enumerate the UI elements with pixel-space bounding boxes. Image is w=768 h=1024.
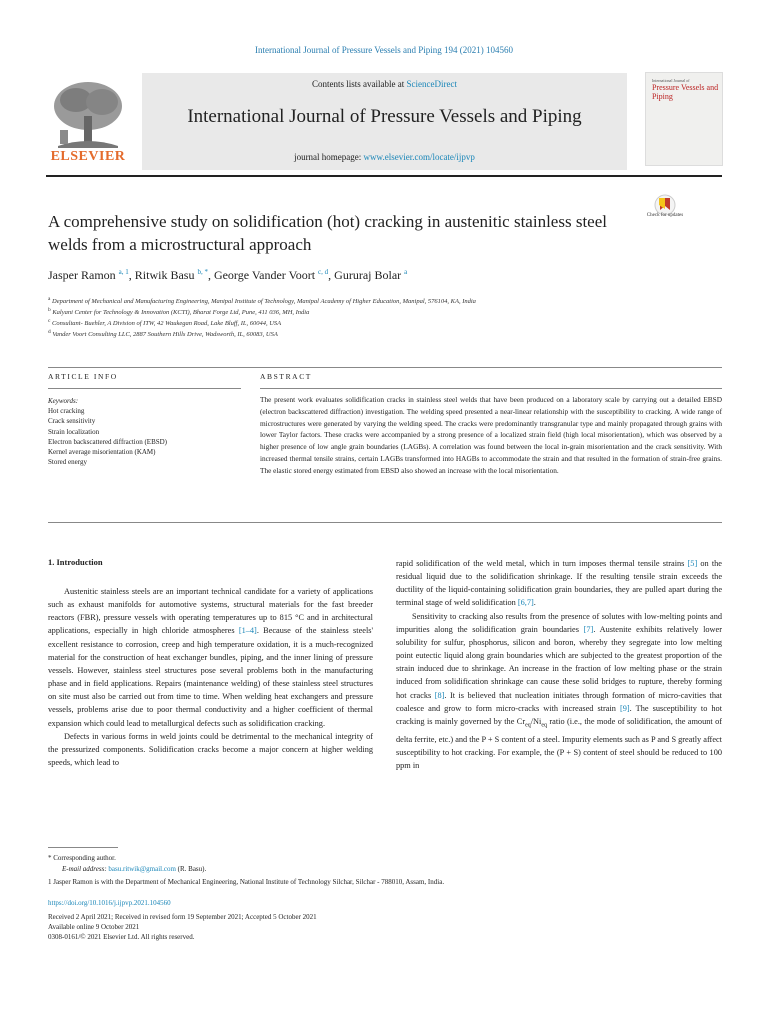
affiliation-b: $^b$ Kalyani Center for Technology & Innovation (KCTI), Bharat Forge Ltd, Pune, 411 036, MH, India xyxy=(48,307,310,317)
cover-title: Pressure Vessels and Piping xyxy=(652,83,719,101)
keyword-item: Hot cracking xyxy=(48,407,85,416)
contents-prefix: Contents lists available at xyxy=(312,79,407,89)
abstract-bottom-rule xyxy=(48,522,722,523)
paragraph: rapid solidification of the weld metal, which in turn imposes thermal tensile strains [5] on the residual liquid due to the solidification shrinkage. If the resulting tensile strain exceeds the ductility of the liquid-containing solidification grain boundaries, they are pulled apart during the terminal stage of weld solidification [6,7]. xyxy=(396,559,722,608)
journal-cover-thumbnail[interactable] xyxy=(645,72,723,166)
received-dates: Received 2 April 2021; Received in revised form 19 September 2021; Accepted 5 October 2021 xyxy=(48,913,317,921)
author-affiliation-sup[interactable]: a, 1 xyxy=(118,268,129,276)
author-name[interactable]: Ritwik Basu xyxy=(134,268,195,282)
doi-link[interactable]: https://doi.org/10.1016/j.ijpvp.2021.104560 xyxy=(48,899,171,907)
citation-link[interactable]: [5] xyxy=(687,559,698,568)
article-title: A comprehensive study on solidification (hot) cracking in austenitic stainless steel welds from a microstructural approach xyxy=(48,212,607,254)
citation-link[interactable]: [9] xyxy=(619,703,630,713)
journal-name: International Journal of Pressure Vessels and Piping xyxy=(187,106,582,127)
keywords-label: Keywords: xyxy=(48,397,79,405)
affiliation-c: $^c$ Consultant- Buehler, A Division of ITW, 42 Waukegan Road, Lake Bluff, IL, 60044, USA xyxy=(48,318,282,328)
elsevier-logo-text: ELSEVIER xyxy=(50,149,126,164)
homepage-link[interactable]: www.elsevier.com/locate/ijpvp xyxy=(363,152,475,162)
homepage-prefix: journal homepage: xyxy=(294,152,364,162)
author-affiliation-sup[interactable]: a xyxy=(404,268,408,276)
keyword-item: Crack sensitivity xyxy=(48,417,96,426)
footnote-rule xyxy=(48,847,118,848)
author-name[interactable]: George Vander Voort xyxy=(213,268,316,282)
email-note: E-mail address: basu.ritwik@gmail.com (R. Basu). xyxy=(62,865,207,873)
author-list: Jasper Ramon $^{a, 1}$, Ritwik Basu $^{b, *}$, George Vander Voort $^{c, d}$, Gururaj Bolar $^a$ xyxy=(48,268,408,282)
citation-link[interactable]: [1–4] xyxy=(238,626,257,636)
abstract-heading: ABSTRACT xyxy=(260,372,312,381)
affiliation-a: $^a$ Department of Mechanical and Manufacturing Engineering, Manipal Institute of Technology, Manipal Academy of Higher Education, Manipal, 576104, KA, India xyxy=(48,296,476,306)
keywords-list xyxy=(48,396,241,467)
copyright-line: 0308-0161/© 2021 Elsevier Ltd. All rights reserved. xyxy=(48,933,195,941)
corresponding-author-note: * Corresponding author. xyxy=(48,854,116,862)
section-rule xyxy=(48,367,722,368)
sciencedirect-link[interactable]: ScienceDirect xyxy=(406,79,457,89)
section-heading-introduction: 1. Introduction xyxy=(48,557,103,567)
check-for-updates-icon[interactable] xyxy=(647,193,683,229)
affiliation-d: $^d$ Vander Voort Consulting LLC, 2887 Southern Hills Drive, Wadsworth, IL, 60083, USA xyxy=(48,329,278,339)
article-info-heading: ARTICLE INFO xyxy=(48,372,118,381)
body-column-right xyxy=(396,557,722,772)
abstract-rule xyxy=(260,388,722,389)
citation-link[interactable]: [8] xyxy=(434,690,445,700)
keyword-item: Stored energy xyxy=(48,458,87,467)
contents-line xyxy=(142,79,627,89)
citation-link[interactable]: [7] xyxy=(583,624,594,634)
journal-homepage xyxy=(142,152,627,162)
paragraph: Austenitic stainless steels are an important technical candidate for a variety of applications such as exhaust manifolds for automotive systems, structural materials for the fast breeder reactors (FBR), pressure vessels with operating temperatures up to 815 °C and in architectural applications, especially in high chloride atmospheres [1–4]. Because of the stainless steels' excellent resistance to corrosion, creep and high temperature oxidation, it is a much-recognized material for the construction of heat exchanger bundles, piping, and the inner lining of pressure vessels. However, stainless steel structures pose several problems both in the manufacturing phase and in field applications. Repairs (maintenance welding) of these stainless steel structures on site must also be carried out from time to time. When welding heat exchangers and pressure vessels, problems arise due to poor thermal conductivity and a higher coefficient of thermal expansion which could lead to metallurgical defects such as solidification cracking. xyxy=(48,587,373,728)
footnote-1: 1 Jasper Ramon is with the Department of Mechanical Engineering, National Institute of Technology Silchar, Silchar - 788010, Assam, India. xyxy=(48,878,445,886)
author-name[interactable]: Gururaj Bolar xyxy=(334,268,402,282)
keyword-item: Kernel average misorientation (KAM) xyxy=(48,448,156,457)
email-link[interactable]: basu.ritwik@gmail.com xyxy=(108,865,176,873)
author-name[interactable]: Jasper Ramon xyxy=(48,268,116,282)
body-column-left xyxy=(48,585,373,769)
keyword-item: Electron backscattered diffraction (EBSD) xyxy=(48,437,168,446)
cover-small-text: International Journal of xyxy=(652,78,690,83)
available-online: Available online 9 October 2021 xyxy=(48,923,140,931)
journal-citation[interactable]: International Journal of Pressure Vessels and Piping 194 (2021) 104560 xyxy=(254,45,514,55)
header-rule xyxy=(46,175,722,177)
author-affiliation-sup[interactable]: c, d xyxy=(318,268,329,276)
article-info-rule xyxy=(48,388,241,389)
citation-link[interactable]: [6,7] xyxy=(517,598,534,608)
keyword-item: Strain localization xyxy=(48,427,100,436)
paragraph: Defects in various forms in weld joints could be detrimental to the mechanical integrity of the pressurized components. Solidification cracks become a major concern at higher welding speeds, which lead to xyxy=(48,731,373,768)
check-for-updates-label: Check for updates xyxy=(646,213,684,218)
abstract-text: The present work evaluates solidification cracks in stainless steel welds that have been produced on a laboratory scale by carrying out a detailed EBSD (electron backscattered diffraction) investigation. The welding speed presented a near-linear relationship with the susceptibility to cracking. A wide range of microstructures were generated by varying the welding speed. The cracks were predominantly transgranular type and mainly propagated through grains with lower Taylor factors. These cracks were accompanied by a strong presence of a localized strain field (high local misorientation), which was observed by a higher presence of low angle grain boundaries (LAGBs). A correlation was found between the local in-grain misorientation and the crack sensitivity. With increased thermal tensile strains, certain LAGBs transformed into HAGBs to accommodate the strain and that resulted in the formation of strain-free grains. The elastic stored energy estimated from EBSD also showed an increase with the local misorientation. xyxy=(260,395,722,475)
author-affiliation-sup[interactable]: b, * xyxy=(197,268,208,276)
paragraph: Sensitivity to cracking also results from the presence of solutes with low-melting points and impurities along the solidification grain boundaries [7]. Austenite exhibits relatively lower solubility for sulfur, phosphorus, silicon and boron, whereby they segregate into low melting point eutectic liquid along grain boundaries which are subjected to the greatest proportion of the strain induced due to shrinkage. An increase in the fraction of low melting phase or the strain induced from solidification shrinkage can cause these solid bridges to rupture, thereby forming hot cracks [8]. It is believed that nucleation initiates through formation of micro-cavities that coalesce and grow to form micro-cracks with increased strain [9]. The susceptibility to hot cracking is mainly governed by the $Cr_{eq}/Ni_{eq}$ ratio (i.e., the mode of solidification, the amount of delta ferrite, etc.) and the P + S content of a steel. Impurity elements such as P and S greatly affect susceptibility to hot cracking. For example, the (P + S) content of steel should be reduced to 100 ppm in xyxy=(396,611,722,770)
